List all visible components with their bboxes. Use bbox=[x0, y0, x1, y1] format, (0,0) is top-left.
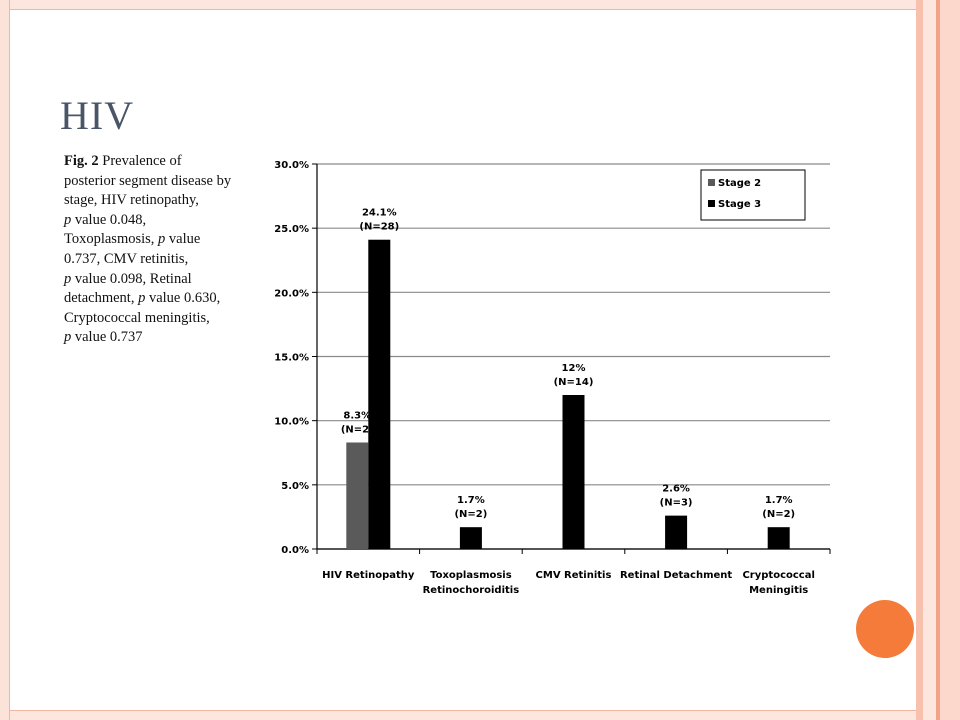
x-category-label: Cryptococcal bbox=[742, 570, 815, 581]
y-tick-label: 0.0% bbox=[281, 545, 309, 556]
y-tick-label: 10.0% bbox=[274, 416, 309, 428]
caption-text: value 0.630, bbox=[145, 290, 221, 307]
bar-stage-3 bbox=[665, 516, 687, 549]
data-label: (N=2) bbox=[762, 509, 796, 521]
y-tick-label: 15.0% bbox=[274, 352, 309, 364]
y-tick-label: 20.0% bbox=[274, 288, 309, 300]
x-category-label: CMV Retinitis bbox=[535, 570, 612, 581]
legend-label: Stage 3 bbox=[718, 199, 762, 210]
x-category-label: HIV Retinopathy bbox=[322, 570, 415, 581]
data-label: 8.3% bbox=[343, 410, 372, 422]
caption-line bbox=[64, 172, 254, 192]
caption-line bbox=[64, 191, 254, 211]
caption-line bbox=[64, 289, 254, 309]
caption-text: Toxoplasmosis, bbox=[64, 231, 159, 248]
caption-text: Prevalence of bbox=[98, 153, 182, 169]
caption-line bbox=[64, 309, 254, 329]
data-label: (N=28) bbox=[359, 221, 400, 233]
data-label: (N=2) bbox=[454, 509, 488, 521]
caption-text: p bbox=[64, 270, 72, 287]
caption-text: value 0.737 bbox=[71, 329, 143, 346]
caption-line bbox=[64, 270, 254, 290]
y-tick-label: 25.0% bbox=[274, 224, 309, 236]
caption-text: p bbox=[138, 290, 146, 307]
caption-text: 0.737, CMV retinitis, bbox=[64, 250, 189, 267]
data-label: 24.1% bbox=[361, 207, 397, 219]
x-category-label: Retinochoroiditis bbox=[422, 585, 520, 596]
caption-line bbox=[64, 211, 254, 231]
bar-stage-3 bbox=[368, 240, 390, 549]
y-tick-label: 5.0% bbox=[281, 480, 309, 492]
bar-stage-2 bbox=[346, 442, 368, 549]
x-category-label: Retinal Detachment bbox=[619, 570, 733, 581]
caption-text: value 0.048, bbox=[71, 211, 147, 228]
data-label: 2.6% bbox=[662, 483, 690, 495]
legend-label: Stage 2 bbox=[718, 178, 762, 189]
data-label: 12% bbox=[561, 363, 586, 374]
slide-frame-left bbox=[0, 0, 10, 720]
caption-text: detachment, bbox=[64, 290, 139, 307]
caption-text: value 0.098, Retinal bbox=[71, 270, 192, 287]
bar-stage-3 bbox=[460, 527, 482, 549]
data-label: 1.7% bbox=[764, 495, 793, 507]
caption-text: p bbox=[64, 329, 72, 346]
x-category-label: Toxoplasmosis bbox=[430, 570, 512, 581]
caption-text: p bbox=[158, 231, 166, 248]
caption-line bbox=[64, 328, 254, 348]
caption-text: Cryptococcal meningitis, bbox=[64, 309, 210, 326]
caption-text: stage, HIV retinopathy, bbox=[64, 192, 199, 209]
data-label: (N=14) bbox=[553, 377, 594, 388]
caption-text: posterior segment disease by bbox=[64, 172, 232, 189]
caption-text: p bbox=[64, 211, 72, 228]
bar-chart bbox=[260, 148, 840, 618]
caption-line bbox=[64, 152, 254, 172]
slide-frame-right bbox=[916, 0, 960, 720]
data-label: (N=2) bbox=[340, 424, 374, 436]
slide-frame-bottom bbox=[10, 710, 916, 720]
y-tick-label: 30.0% bbox=[274, 160, 309, 171]
data-label: 1.7% bbox=[457, 495, 485, 507]
data-label: (N=3) bbox=[659, 497, 693, 509]
slide-title: HIV bbox=[60, 93, 135, 138]
bar-stage-3 bbox=[563, 395, 585, 549]
caption-line bbox=[64, 250, 254, 270]
x-category-label: Meningitis bbox=[749, 585, 809, 596]
decorative-circle bbox=[856, 600, 914, 658]
slide-frame-top bbox=[10, 0, 916, 10]
caption-text: value bbox=[165, 231, 201, 248]
caption-text: Fig. 2 bbox=[64, 153, 99, 169]
figure-caption bbox=[64, 152, 254, 348]
caption-line bbox=[64, 230, 254, 250]
legend-swatch bbox=[708, 200, 715, 207]
legend-swatch bbox=[708, 179, 715, 186]
bar-stage-3 bbox=[768, 527, 790, 549]
